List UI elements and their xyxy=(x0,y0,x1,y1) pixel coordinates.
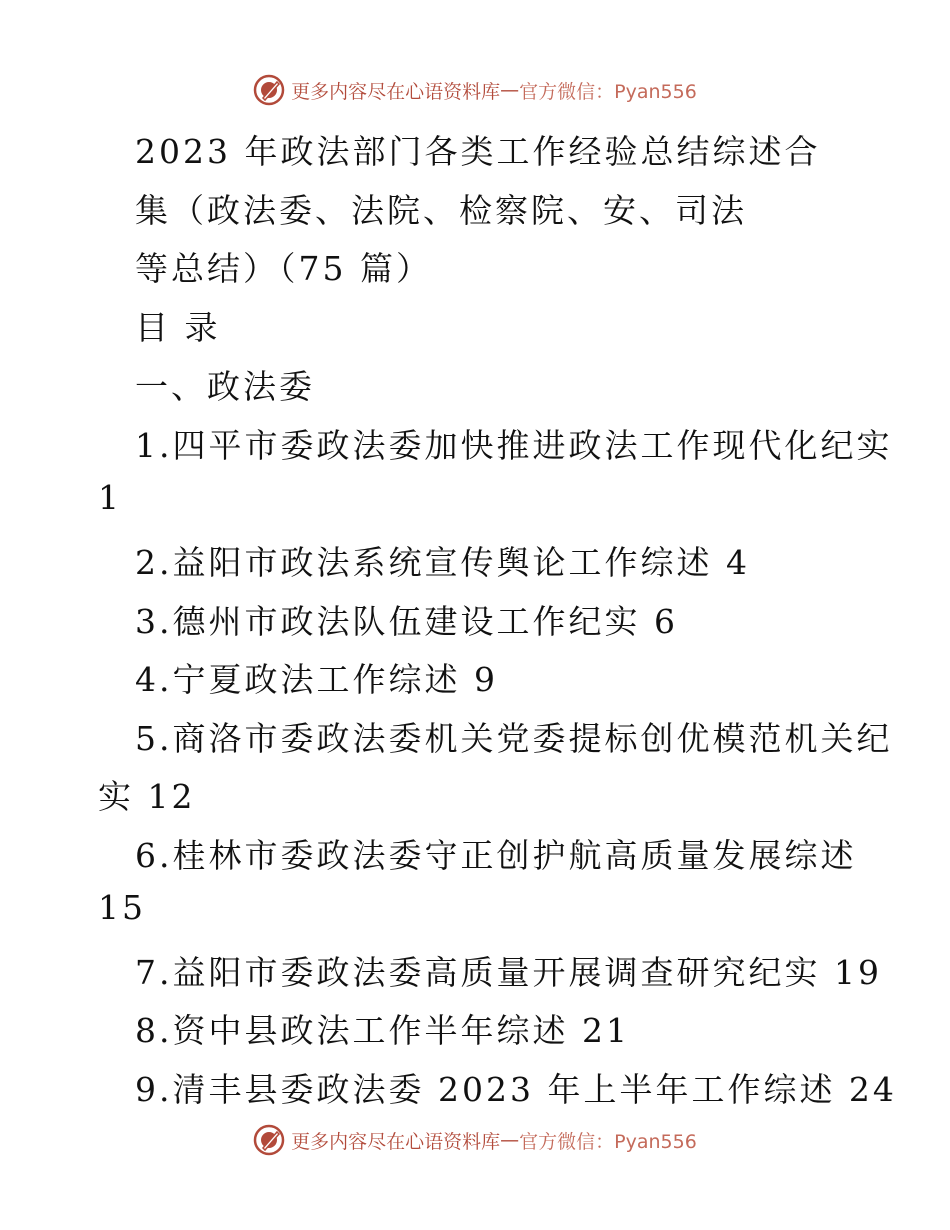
toc-entry-4: 4.宁夏政法工作综述 9 xyxy=(135,660,498,699)
watermark-text: 更多内容尽在心语资料库 xyxy=(291,80,501,103)
toc-entry-5-page: 实 12 xyxy=(98,777,196,816)
watermark-footer xyxy=(0,1124,950,1156)
toc-entry-8: 8.资中县政法工作半年综述 21 xyxy=(135,1011,630,1050)
watermark-contact: 官方微信：Pyan556 xyxy=(519,80,697,103)
watermark-contact: 官方微信：Pyan556 xyxy=(519,1130,697,1153)
title-line-1: 2023 年政法部门各类工作经验总结综述合 xyxy=(135,132,821,171)
toc-entry-9: 9.清丰县委政法委 2023 年上半年工作综述 24 xyxy=(135,1070,897,1109)
toc-entry-6: 6.桂林市委政法委守正创护航高质量发展综述 xyxy=(135,836,857,875)
pen-logo-icon xyxy=(253,1124,285,1156)
pen-logo-icon xyxy=(253,74,285,106)
watermark-separator: — xyxy=(500,79,520,101)
toc-entry-1-page: 1 xyxy=(98,478,122,517)
toc-entry-7: 7.益阳市委政法委高质量开展调查研究纪实 19 xyxy=(135,953,882,992)
toc-entry-2: 2.益阳市政法系统宣传舆论工作综述 4 xyxy=(135,543,750,582)
toc-entry-1: 1.四平市委政法委加快推进政法工作现代化纪实 xyxy=(135,426,893,465)
section-heading: 一、政法委 xyxy=(135,367,315,406)
toc-entry-6-page: 15 xyxy=(98,888,146,927)
toc-entry-5: 5.商洛市委政法委机关党委提标创优模范机关纪 xyxy=(135,719,893,758)
title-line-3: 等总结）（75 篇） xyxy=(135,249,432,288)
watermark-text: 更多内容尽在心语资料库 xyxy=(291,1130,501,1153)
watermark-header xyxy=(0,74,950,106)
watermark-separator: — xyxy=(500,1129,520,1151)
toc-entry-3: 3.德州市政法队伍建设工作纪实 6 xyxy=(135,602,678,641)
title-line-2: 集（政法委、法院、检察院、安、司法 xyxy=(135,191,747,230)
toc-heading: 目 录 xyxy=(135,308,221,347)
